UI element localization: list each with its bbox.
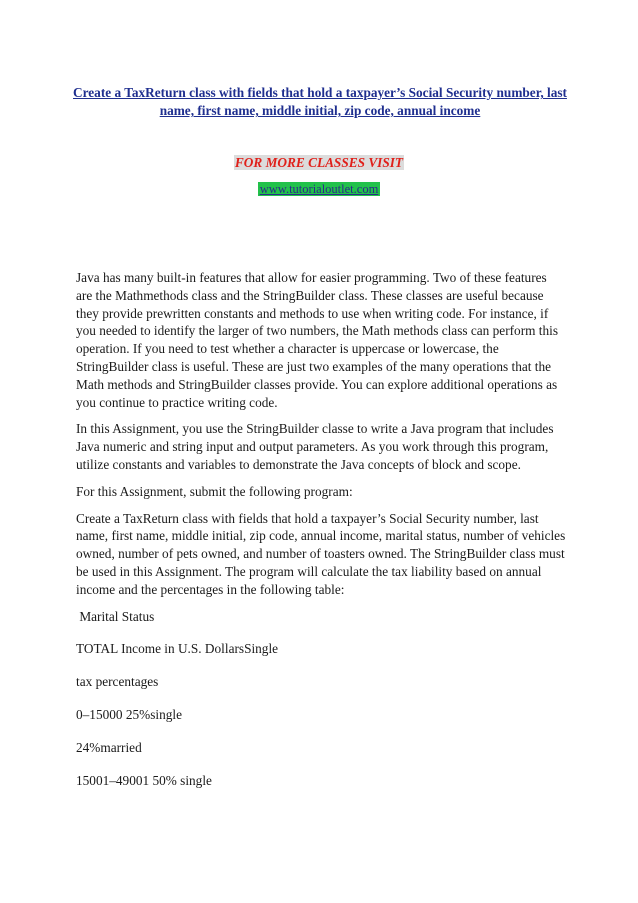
paragraph-taxreturn: Create a TaxReturn class with fields that hold a taxpayer’s Social Security number, last name, first name, middle initial, zip code, annual income, marital status, number of vehicles owned, number of pets owned, and number of toasters owned. The StringBuilder class must be used in this Assignment. The program will calculate the tax liability based on annual income and the percentages in the following table: xyxy=(76,510,566,597)
paragraph-assignment: In this Assignment, you use the StringBuilder classe to write a Java program that includes Java numeric and string input and output parameters. As you work through this program, utilize constants and variables to demonstrate the Java concepts of block and scope. xyxy=(76,421,554,472)
table-line-total-income: TOTAL Income in U.S. DollarsSingle xyxy=(76,641,279,657)
table-line-bracket-2: 15001–49001 50% single xyxy=(76,772,212,788)
paragraph-submit: For this Assignment, submit the following program: xyxy=(76,483,353,499)
promo-text: FOR MORE CLASSES VISIT xyxy=(234,155,404,170)
promo-banner xyxy=(0,155,638,171)
paragraph-intro: Java has many built-in features that allow for easier programming. Two of these features are the Mathmethods class and the StringBuilder class. These classes are useful because they provide prewritten constants and methods to use when writing code. For instance, if you needed to identify the larger of two numbers, the Math methods class can perform this operation. If you need to test whether a character is uppercase or lowercase, the StringBuilder class is useful. These are just two examples of the many operations that the Math methods and StringBuilder classes provide. You can explore additional operations as you continue to practice writing code. xyxy=(76,270,559,410)
table-line-tax-percentages: tax percentages xyxy=(76,674,159,690)
table-line-marital-status: Marital Status xyxy=(76,608,155,624)
table-line-married: 24%married xyxy=(76,739,142,755)
website-line xyxy=(0,182,638,197)
website-link[interactable]: www.tutorialoutlet.com xyxy=(259,182,379,196)
document-body xyxy=(76,269,566,804)
table-line-bracket-1: 0–15000 25%single xyxy=(76,706,182,722)
document-title: Create a TaxReturn class with fields that hold a taxpayer’s Social Security number, last name, first name, middle initial, zip code, annual income xyxy=(73,85,567,118)
